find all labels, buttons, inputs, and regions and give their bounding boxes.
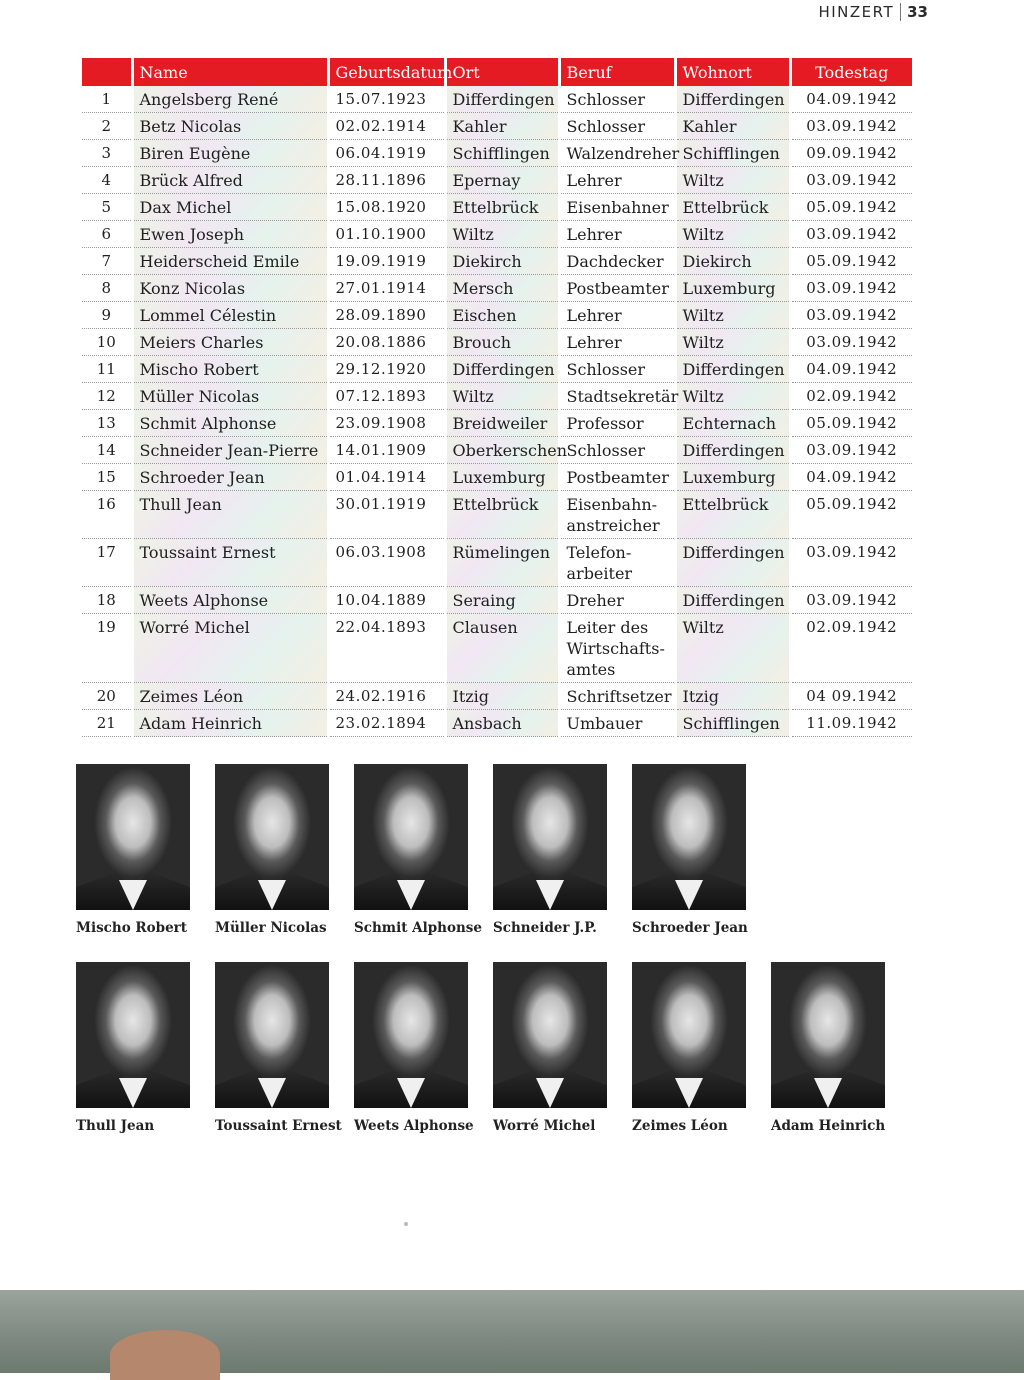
cell-num: 20 (82, 683, 132, 710)
portrait-caption: Schneider J.P. (493, 920, 597, 936)
cell-place: Mersch (445, 275, 559, 302)
cell-death: 04.09.1942 (790, 464, 912, 491)
cell-death: 02.09.1942 (790, 614, 912, 683)
cell-name: Ewen Joseph (132, 221, 328, 248)
cell-residence: Differdingen (675, 587, 790, 614)
table-row (82, 464, 912, 491)
header-number (82, 58, 132, 86)
cell-job: Schlosser (559, 86, 675, 113)
cell-name: Schneider Jean-Pierre (132, 437, 328, 464)
table-row (82, 167, 912, 194)
portrait-photo (632, 764, 746, 910)
cell-num: 14 (82, 437, 132, 464)
portrait-caption: Mischo Robert (76, 920, 188, 936)
portrait (765, 962, 904, 1134)
running-header (818, 2, 928, 22)
table-row (82, 587, 912, 614)
cell-name: Betz Nicolas (132, 113, 328, 140)
cell-num: 6 (82, 221, 132, 248)
cell-name: Worré Michel (132, 614, 328, 683)
table-row (82, 410, 912, 437)
cell-death: 03.09.1942 (790, 221, 912, 248)
cell-num: 18 (82, 587, 132, 614)
header-profession: Beruf (559, 58, 675, 86)
portrait-caption: Adam Heinrich (771, 1118, 886, 1134)
table-row (82, 86, 912, 113)
cell-residence: Wiltz (675, 614, 790, 683)
cell-name: Müller Nicolas (132, 383, 328, 410)
cell-place: Epernay (445, 167, 559, 194)
table-row (82, 539, 912, 587)
cell-num: 1 (82, 86, 132, 113)
cell-job: Professor (559, 410, 675, 437)
portrait-caption: Müller Nicolas (215, 920, 327, 936)
cell-birth: 29.12.1920 (328, 356, 445, 383)
page-number: 33 (907, 3, 928, 21)
cell-residence: Ettelbrück (675, 194, 790, 221)
portrait (626, 962, 765, 1134)
cell-num: 19 (82, 614, 132, 683)
cell-birth: 23.09.1908 (328, 410, 445, 437)
cell-job: Lehrer (559, 329, 675, 356)
portrait (209, 764, 348, 936)
running-header-title: HINZERT (818, 3, 895, 21)
cell-death: 03.09.1942 (790, 113, 912, 140)
cell-num: 15 (82, 464, 132, 491)
portrait-photo (76, 962, 190, 1108)
cell-job: Dreher (559, 587, 675, 614)
header-divider (900, 3, 901, 21)
cell-name: Schmit Alphonse (132, 410, 328, 437)
table-row (82, 491, 912, 539)
cell-birth: 24.02.1916 (328, 683, 445, 710)
cell-residence: Itzig (675, 683, 790, 710)
cell-name: Zeimes Léon (132, 683, 328, 710)
cell-job: Postbeamter (559, 275, 675, 302)
cell-num: 13 (82, 410, 132, 437)
cell-name: Lommel Célestin (132, 302, 328, 329)
portrait-photo (493, 962, 607, 1108)
table-row (82, 437, 912, 464)
cell-birth: 28.11.1896 (328, 167, 445, 194)
cell-job: Eisenbahn-anstreicher (559, 491, 675, 539)
cell-place: Ettelbrück (445, 194, 559, 221)
cell-num: 16 (82, 491, 132, 539)
cell-death: 04.09.1942 (790, 86, 912, 113)
table-row (82, 113, 912, 140)
portrait (348, 962, 487, 1134)
cell-name: Angelsberg René (132, 86, 328, 113)
portrait-caption: Zeimes Léon (632, 1118, 728, 1134)
cell-num: 2 (82, 113, 132, 140)
cell-birth: 28.09.1890 (328, 302, 445, 329)
cell-birth: 20.08.1886 (328, 329, 445, 356)
portrait (487, 962, 626, 1134)
table-row (82, 329, 912, 356)
victims-table (82, 58, 912, 737)
portrait (626, 764, 765, 936)
cell-num: 12 (82, 383, 132, 410)
cell-birth: 02.02.1914 (328, 113, 445, 140)
cell-num: 9 (82, 302, 132, 329)
cell-job: Schriftsetzer (559, 683, 675, 710)
cell-residence: Schifflingen (675, 140, 790, 167)
cell-name: Brück Alfred (132, 167, 328, 194)
cell-death: 03.09.1942 (790, 539, 912, 587)
portrait-photo (354, 962, 468, 1108)
cell-birth: 15.08.1920 (328, 194, 445, 221)
cell-death: 09.09.1942 (790, 140, 912, 167)
portrait (209, 962, 348, 1134)
table-row (82, 248, 912, 275)
portrait-photo (215, 962, 329, 1108)
cell-place: Ettelbrück (445, 491, 559, 539)
cell-job: Eisenbahner (559, 194, 675, 221)
cell-place: Breidweiler (445, 410, 559, 437)
cell-death: 03.09.1942 (790, 437, 912, 464)
cell-job: Telefon-arbeiter (559, 539, 675, 587)
cell-residence: Echternach (675, 410, 790, 437)
table-row (82, 383, 912, 410)
portrait-row-2 (70, 962, 930, 1134)
header-place: Ort (445, 58, 559, 86)
cell-birth: 15.07.1923 (328, 86, 445, 113)
cell-place: Diekirch (445, 248, 559, 275)
cell-death: 04.09.1942 (790, 356, 912, 383)
cell-residence: Wiltz (675, 383, 790, 410)
cell-name: Dax Michel (132, 194, 328, 221)
table-row (82, 194, 912, 221)
table-row (82, 683, 912, 710)
header-name: Name (132, 58, 328, 86)
cell-birth: 30.01.1919 (328, 491, 445, 539)
portrait-caption: Thull Jean (76, 1118, 155, 1134)
portrait-caption: Schroeder Jean (632, 920, 748, 936)
portrait-photo (632, 962, 746, 1108)
cell-residence: Luxemburg (675, 275, 790, 302)
cell-residence: Differdingen (675, 356, 790, 383)
cell-name: Schroeder Jean (132, 464, 328, 491)
portrait-caption: Schmit Alphonse (354, 920, 482, 936)
portrait-caption: Toussaint Ernest (215, 1118, 342, 1134)
cell-birth: 06.03.1908 (328, 539, 445, 587)
cell-birth: 22.04.1893 (328, 614, 445, 683)
cell-job: Postbeamter (559, 464, 675, 491)
cell-residence: Diekirch (675, 248, 790, 275)
cell-job: Schlosser (559, 113, 675, 140)
cell-residence: Wiltz (675, 221, 790, 248)
cell-name: Adam Heinrich (132, 710, 328, 737)
cell-birth: 06.04.1919 (328, 140, 445, 167)
cell-job: Dachdecker (559, 248, 675, 275)
portrait-photo (354, 764, 468, 910)
scan-background (0, 1290, 1024, 1373)
cell-place: Rümelingen (445, 539, 559, 587)
cell-birth: 01.04.1914 (328, 464, 445, 491)
table-row (82, 140, 912, 167)
portrait-caption: Weets Alphonse (354, 1118, 474, 1134)
cell-death: 05.09.1942 (790, 491, 912, 539)
cell-residence: Differdingen (675, 437, 790, 464)
cell-residence: Differdingen (675, 539, 790, 587)
cell-death: 03.09.1942 (790, 587, 912, 614)
cell-job: Lehrer (559, 302, 675, 329)
portrait-photo (493, 764, 607, 910)
cell-place: Wiltz (445, 221, 559, 248)
cell-place: Oberkerschen (445, 437, 559, 464)
cell-death: 05.09.1942 (790, 248, 912, 275)
portrait-photo (76, 764, 190, 910)
cell-name: Mischo Robert (132, 356, 328, 383)
header-death-date: Todestag (790, 58, 912, 86)
portrait-caption: Worré Michel (493, 1118, 596, 1134)
cell-place: Differdingen (445, 86, 559, 113)
cell-death: 03.09.1942 (790, 167, 912, 194)
cell-death: 04 09.1942 (790, 683, 912, 710)
victims-table-container (82, 58, 912, 737)
cell-num: 3 (82, 140, 132, 167)
cell-birth: 23.02.1894 (328, 710, 445, 737)
cell-birth: 27.01.1914 (328, 275, 445, 302)
table-row (82, 710, 912, 737)
cell-place: Ansbach (445, 710, 559, 737)
cell-residence: Schifflingen (675, 710, 790, 737)
cell-place: Clausen (445, 614, 559, 683)
cell-residence: Differdingen (675, 86, 790, 113)
cell-place: Seraing (445, 587, 559, 614)
portrait (487, 764, 626, 936)
portrait (348, 764, 487, 936)
cell-death: 05.09.1942 (790, 410, 912, 437)
cell-name: Konz Nicolas (132, 275, 328, 302)
cell-num: 8 (82, 275, 132, 302)
cell-death: 03.09.1942 (790, 275, 912, 302)
header-birthdate: Geburtsdatum (328, 58, 445, 86)
cell-place: Luxemburg (445, 464, 559, 491)
cell-birth: 14.01.1909 (328, 437, 445, 464)
cell-job: Leiter des Wirtschafts-amtes (559, 614, 675, 683)
cell-death: 02.09.1942 (790, 383, 912, 410)
cell-residence: Kahler (675, 113, 790, 140)
cell-death: 11.09.1942 (790, 710, 912, 737)
cell-death: 05.09.1942 (790, 194, 912, 221)
portrait-photo (215, 764, 329, 910)
cell-job: Stadtsekretär (559, 383, 675, 410)
cell-residence: Wiltz (675, 329, 790, 356)
cell-place: Eischen (445, 302, 559, 329)
cell-job: Schlosser (559, 356, 675, 383)
cell-residence: Ettelbrück (675, 491, 790, 539)
table-row (82, 275, 912, 302)
portrait (70, 764, 209, 936)
cell-birth: 19.09.1919 (328, 248, 445, 275)
cell-num: 5 (82, 194, 132, 221)
cell-place: Itzig (445, 683, 559, 710)
cell-birth: 07.12.1893 (328, 383, 445, 410)
cell-job: Walzendreher (559, 140, 675, 167)
cell-job: Lehrer (559, 221, 675, 248)
table-row (82, 221, 912, 248)
cell-name: Heiderscheid Emile (132, 248, 328, 275)
cell-birth: 10.04.1889 (328, 587, 445, 614)
table-row (82, 614, 912, 683)
cell-job: Umbauer (559, 710, 675, 737)
cell-num: 10 (82, 329, 132, 356)
cell-name: Thull Jean (132, 491, 328, 539)
cell-name: Weets Alphonse (132, 587, 328, 614)
table-header-row (82, 58, 912, 86)
table-row (82, 302, 912, 329)
cell-num: 21 (82, 710, 132, 737)
cell-num: 4 (82, 167, 132, 194)
portrait (70, 962, 209, 1134)
cell-residence: Wiltz (675, 167, 790, 194)
cell-name: Biren Eugène (132, 140, 328, 167)
cell-job: Schlosser (559, 437, 675, 464)
cell-num: 7 (82, 248, 132, 275)
table-row (82, 356, 912, 383)
cell-death: 03.09.1942 (790, 302, 912, 329)
cell-num: 17 (82, 539, 132, 587)
cell-job: Lehrer (559, 167, 675, 194)
cell-place: Differdingen (445, 356, 559, 383)
cell-place: Wiltz (445, 383, 559, 410)
cell-num: 11 (82, 356, 132, 383)
cell-birth: 01.10.1900 (328, 221, 445, 248)
speck (404, 1222, 408, 1226)
cell-residence: Luxemburg (675, 464, 790, 491)
header-residence: Wohnort (675, 58, 790, 86)
cell-name: Toussaint Ernest (132, 539, 328, 587)
cell-death: 03.09.1942 (790, 329, 912, 356)
portrait-photo (771, 962, 885, 1108)
cell-place: Schifflingen (445, 140, 559, 167)
cell-name: Meiers Charles (132, 329, 328, 356)
cell-place: Brouch (445, 329, 559, 356)
cell-place: Kahler (445, 113, 559, 140)
cell-residence: Wiltz (675, 302, 790, 329)
portrait-row-1 (70, 764, 930, 936)
table-body (82, 86, 912, 737)
